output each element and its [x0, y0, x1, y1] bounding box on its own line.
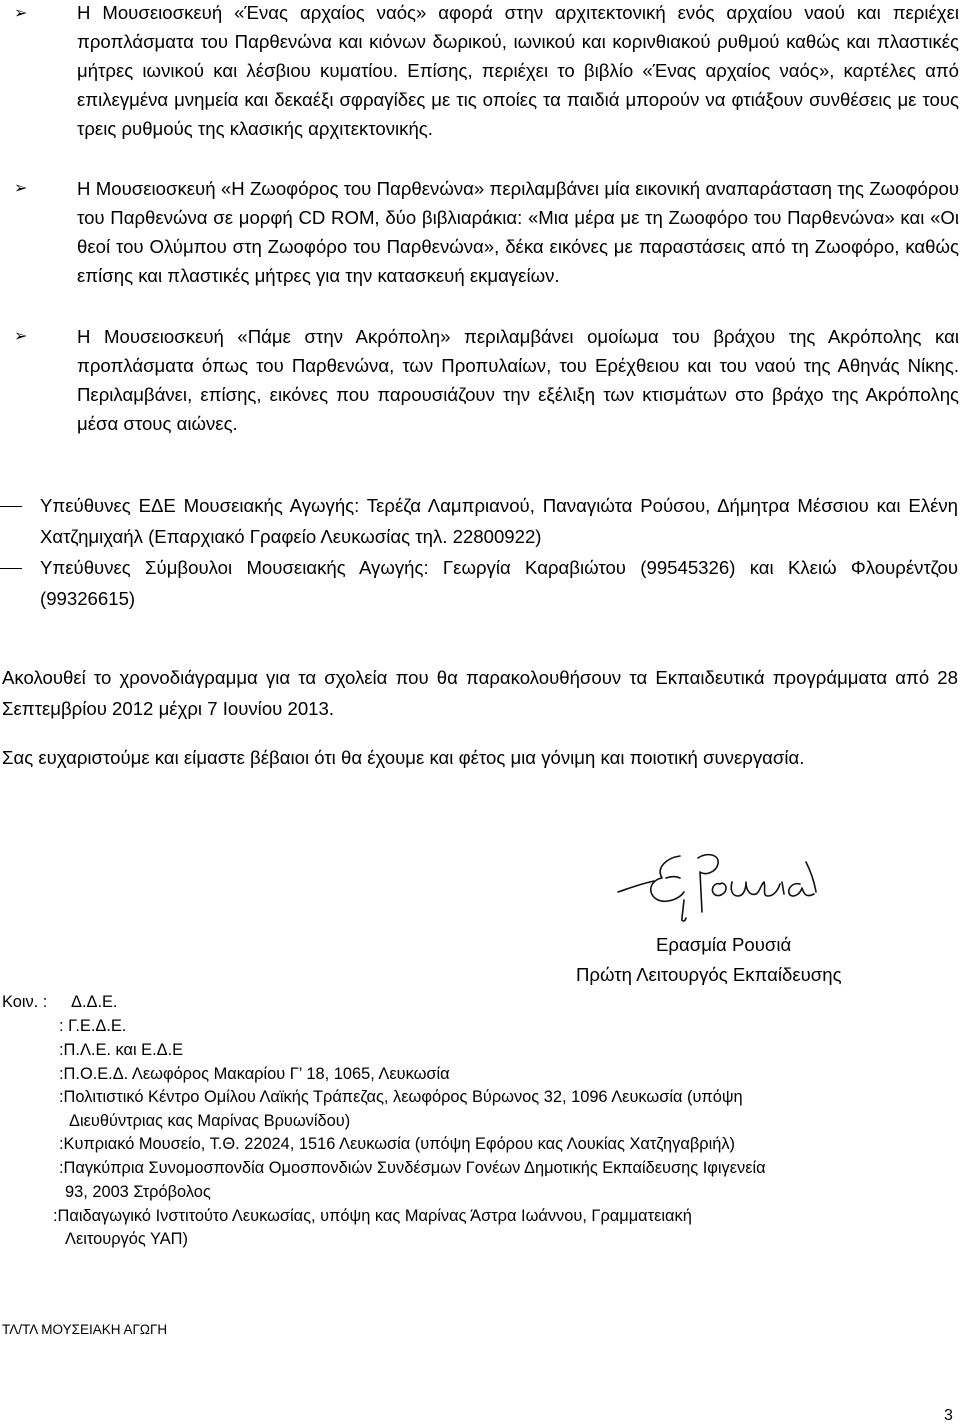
cc-label: Κοιν. : — [2, 993, 48, 1011]
arrow-bullet-icon: ➢ — [14, 180, 28, 197]
signature-scribble — [610, 848, 840, 926]
bullet-text: Η Μουσειοσκευή «Πάμε στην Ακρόπολη» περιλαμβάνει ομοίωμα του βράχου της Ακρόπολης και προπλάσματα όπως του Παρθενώνα, των Προπυλαίων, του Ερέχθειου και του ναού της Αθηνάς Νίκης. Περιλαμβάνει, επίσης, εικόνες που παρουσιάζουν την εξέλιξη των κτισμάτων στο βράχο της Ακρόπολης μέσα στους αιώνες. — [77, 326, 959, 434]
cc-line: Δ.Δ.Ε. — [71, 993, 118, 1011]
dash-bullet-icon — [0, 568, 22, 569]
cc-line: :Π.Λ.Ε. και Ε.Δ.Ε — [59, 1041, 184, 1059]
cc-line: :Παγκύπρια Συνομοσπονδία Ομοσπονδιών Συνδέσμων Γονέων Δημοτικής Εκπαίδευσης Ιφιγενεία — [59, 1159, 766, 1177]
cc-line: :Π.Ο.Ε.Δ. Λεωφόρος Μακαρίου Γ’ 18, 1065, Λευκωσία — [59, 1065, 450, 1083]
bullet-text: Η Μουσειοσκευή «Ένας αρχαίος ναός» αφορά στην αρχιτεκτονική ενός αρχαίου ναού και περιέχει προπλάσματα του Παρθενώνα και κιόνων δωρικού, ιωνικού και κορινθιακού ρυθμού καθώς και πλαστικές μήτρες ιωνικού και λέσβιου κυματίου. Επίσης, περιέχει το βιβλίο «Ένας αρχαίος ναός», καρτέλες από επιλεγμένα μνημεία και δεκαέξι σφραγίδες με τις οποίες τα παιδιά μπορούν να φτιάξουν συνθέσεις με τους τρεις ρυθμούς της κλασικής αρχιτεκτονικής. — [77, 2, 959, 139]
thanks-paragraph: Σας ευχαριστούμε και είμαστε βέβαιοι ότι θα έχουμε και φέτος μια γόνιμη και ποιοτική συνεργασία. — [2, 747, 805, 768]
dash-bullet-icon — [0, 506, 22, 507]
cc-line: 93, 2003 Στρόβολος — [65, 1183, 211, 1201]
schedule-paragraph: Ακολουθεί το χρονοδιάγραμμα για τα σχολεία που θα παρακολουθήσουν τα Εκπαιδευτικά προγράμματα από 28 Σεπτεμβρίου 2012 μέχρι 7 Ιουνίου 2013. — [2, 667, 958, 719]
signatory-name: Ερασμία Ρουσιά — [656, 934, 792, 955]
cc-line: :Παιδαγωγικό Ινστιτούτο Λευκωσίας, υπόψη κας Μαρίνας Άστρα Ιωάννου, Γραμματειακή — [53, 1207, 692, 1225]
signatory-title: Πρώτη Λειτουργός Εκπαίδευσης — [576, 964, 842, 985]
cc-line: :Κυπριακό Μουσείο, Τ.Θ. 22024, 1516 Λευκωσία (υπόψη Εφόρου κας Λουκίας Χατζηγαβριήλ) — [59, 1135, 735, 1153]
cc-line: Λειτουργός ΥΑΠ) — [65, 1230, 188, 1248]
cc-line: :Πολιτιστικό Κέντρο Ομίλου Λαϊκής Τράπεζας, λεωφόρος Βύρωνος 32, 1096 Λευκωσία (υπόψη — [59, 1088, 743, 1106]
cc-line: Διευθύντριας κας Μαρίνας Βρυωνίδου) — [69, 1112, 351, 1130]
contact-text: Υπεύθυνες ΕΔΕ Μουσειακής Αγωγής: Τερέζα Λαμπριανού, Παναγιώτα Ρούσου, Δήμητρα Μέσσιου και Ελένη Χατζημιχαήλ (Επαρχιακό Γραφείο Λευκωσίας τηλ. 22800922) — [40, 495, 958, 547]
arrow-bullet-icon: ➢ — [14, 328, 28, 345]
bullet-text: Η Μουσειοσκευή «Η Ζωοφόρος του Παρθενώνα» περιλαμβάνει μία εικονική αναπαράσταση της Ζωοφόρου του Παρθενώνα σε μορφή CD ROM, δύο βιβλιαράκια: «Μια μέρα με τη Ζωοφόρο του Παρθενώνα» και «Οι θεοί του Ολύμπου στη Ζωοφόρο του Παρθενώνα», δέκα εικόνες με παραστάσεις από τη Ζωοφόρο, καθώς επίσης και πλαστικές μήτρες για την κατασκευή εκμαγείων. — [77, 178, 959, 286]
footer-code: ΤΛ/ΤΛ ΜΟΥΣΕΙΑΚΗ ΑΓΩΓΗ — [2, 1322, 168, 1337]
handwritten-signature — [610, 848, 840, 926]
contact-text: Υπεύθυνες Σύμβουλοι Μουσειακής Αγωγής: Γεωργία Καραβιώτου (99545326) και Κλειώ Φλουρέντζου (99326615) — [40, 557, 958, 609]
cc-line: : Γ.Ε.Δ.Ε. — [59, 1017, 127, 1035]
page-number: 3 — [944, 1407, 953, 1424]
arrow-bullet-icon: ➢ — [14, 5, 28, 22]
